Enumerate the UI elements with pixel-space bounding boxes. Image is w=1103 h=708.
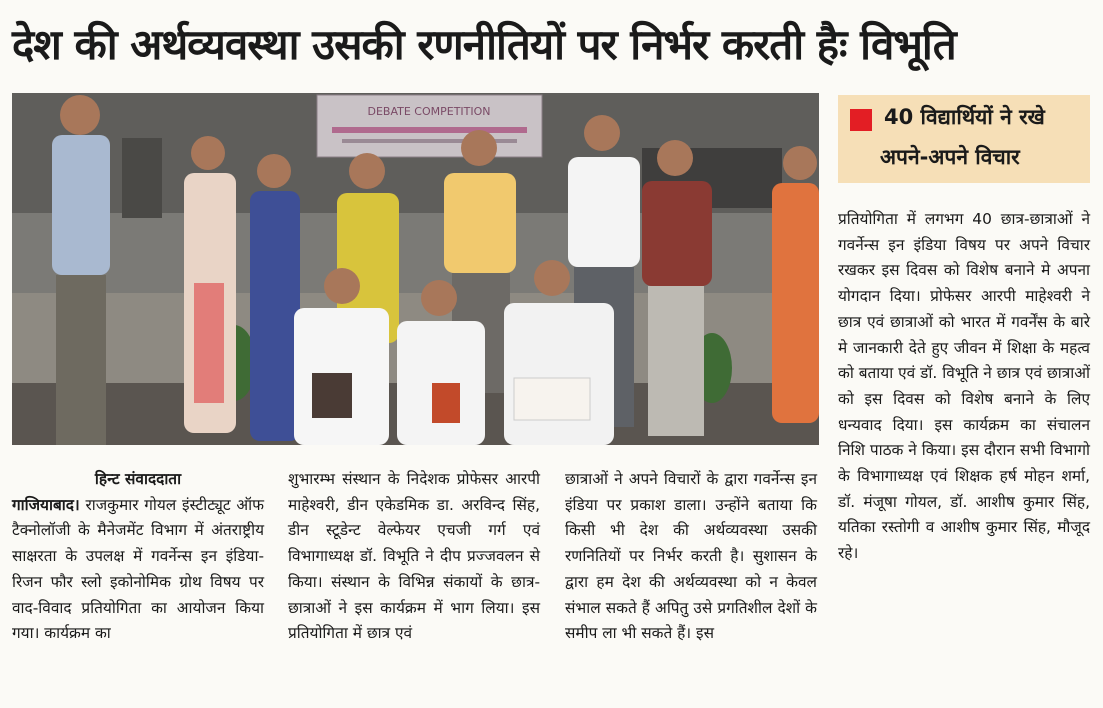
highlight-line-1: 40 विद्यार्थियों ने रखे [884, 105, 1045, 129]
headline: देश की अर्थव्यवस्था उसकी रणनीतियों पर निर्भर करती हैः विभूति [12, 20, 956, 69]
article-column-1 [12, 467, 264, 647]
article-column-2 [288, 467, 540, 647]
article-column-4 [838, 207, 1090, 567]
highlight-box [838, 95, 1090, 183]
column-1-text: राजकुमार गोयल इंस्टीट्यूट ऑफ टैक्नोलॉजी के मैनेजमेंट विभाग में अंतराष्ट्रीय साक्षरता के उपलक्ष में गवर्नेन्स इन इंडिया-रिजन फौर स्लो इकोनोमिक ग्रोथ विषय पर वाद-विवाद प्रतियोगिता का आयोजन किया गया। कार्यक्रम का [12, 495, 264, 643]
banner-text: DEBATE COMPETITION [367, 105, 491, 118]
column-3-text: छात्राओं ने अपने विचारों के द्वारा गवर्नेन्स इन इंडिया पर प्रकाश डाला। उन्होंने बताया कि किसी भी देश की अर्थव्यवस्था उसकी रणनितियों पर निर्भर करती है। सुशासन के द्वारा हम देश की अर्थव्यवस्था को न केवल संभाल सकते हैं अपितु उसे प्रगतिशील देशों के समीप ला भी सकते हैं। इस [565, 470, 817, 643]
group-photo [12, 93, 819, 445]
group-photo-illustration [12, 93, 819, 445]
column-1-paragraph [12, 493, 264, 647]
byline: हिन्ट संवाददाता [94, 470, 182, 488]
dateline: गाजियाबाद। [12, 495, 80, 514]
column-4-text: प्रतियोगिता में लगभग 40 छात्र-छात्राओं ने गवर्नेन्स इन इंडिया विषय पर अपने विचार रखकर इस दिवस को विशेष बनाने मे अपना योगदान दिया। प्रोफेसर आरपी माहेश्वरी ने छात्र एवं छात्राओं को भारत में गवर्नेंस के बारे मे जानकारी देते हुए जीवन में शिक्षा के महत्व को बताया एवं डॉ. विभूति ने छात्र एवं छात्राओं को इस दिवस को विशेष बनाने के लिए धन्यवाद दिया। इस कार्यक्रम का संचालन निशि पाठक ने किया। इस दौरान सभी विभागो के विभागाध्यक्ष एवं शिक्षक हर्ष मोहन शर्मा, डॉ. मंजूषा गोयल, डॉ. आशीष कुमार सिंह, यतिका रस्तोगी व आशीष कुमार सिंह, मौजूद रहे। [838, 210, 1090, 563]
article-column-3 [565, 467, 817, 647]
bullet-square-icon [850, 109, 872, 131]
highlight-line-2: अपने-अपने विचार [880, 145, 1020, 169]
column-2-text: शुभारम्भ संस्थान के निदेशक प्रोफेसर आरपी माहेश्वरी, डीन एकेडमिक डा. अरविन्द सिंह, डीन स्टूडेन्ट वेल्फेयर एचजी गर्ग एवं विभागाध्यक्ष डॉ. विभूति ने दीप प्रज्जवलन से किया। संस्थान के विभिन्न संकायों के छात्र-छात्राओं ने इस कार्यक्रम में भाग लिया। इस प्रतियोगिता में छात्र एवं [288, 470, 540, 643]
